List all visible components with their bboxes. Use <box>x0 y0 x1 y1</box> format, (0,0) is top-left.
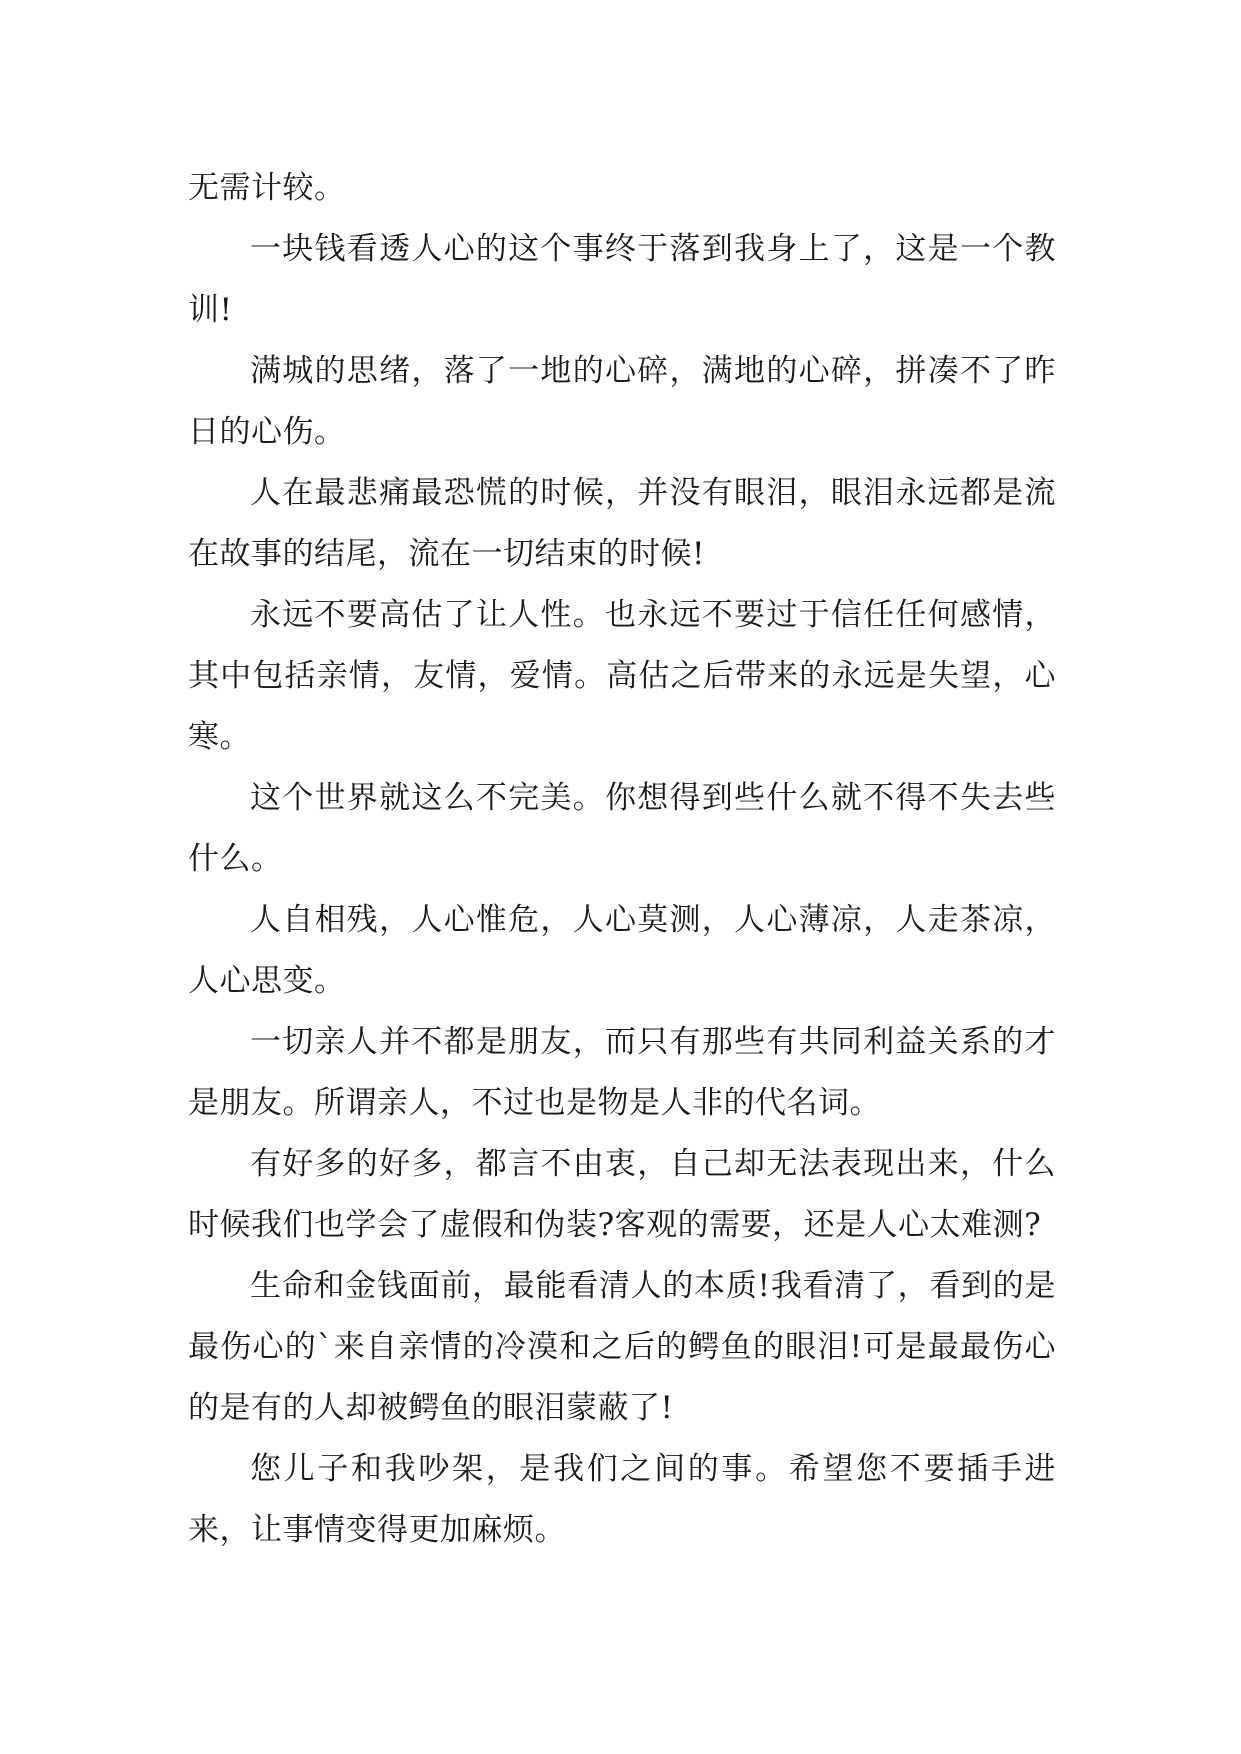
paragraph: 一块钱看透人心的这个事终于落到我身上了，这是一个教训! <box>188 231 1056 328</box>
paragraph: 生命和金钱面前，最能看清人的本质!我看清了，看到的是最伤心的`来自亲情的冷漠和之后的鳄鱼的眼泪!可是最最伤心的是有的人却被鳄鱼的眼泪蒙蔽了! <box>188 1268 1056 1426</box>
paragraph: 无需计较。 <box>188 170 346 206</box>
document-body <box>188 158 1056 1561</box>
paragraph: 永远不要高估了让人性。也永远不要过于信任任何感情，其中包括亲情，友情，爱情。高估之后带来的永远是失望，心寒。 <box>188 597 1056 755</box>
paragraph: 人在最悲痛最恐慌的时候，并没有眼泪，眼泪永远都是流在故事的结尾，流在一切结束的时候! <box>188 475 1056 572</box>
paragraph: 人自相残，人心惟危，人心莫测，人心薄凉，人走茶凉，人心思变。 <box>188 902 1056 999</box>
paragraph: 您儿子和我吵架，是我们之间的事。希望您不要插手进来，让事情变得更加麻烦。 <box>188 1451 1056 1548</box>
paragraph: 满城的思绪，落了一地的心碎，满地的心碎，拼凑不了昨日的心伤。 <box>188 353 1056 450</box>
paragraph: 一切亲人并不都是朋友，而只有那些有共同利益关系的才是朋友。所谓亲人，不过也是物是人非的代名词。 <box>188 1024 1056 1121</box>
paragraph: 这个世界就这么不完美。你想得到些什么就不得不失去些什么。 <box>188 780 1056 877</box>
paragraph: 有好多的好多，都言不由衷，自己却无法表现出来，什么时候我们也学会了虚假和伪装?客观的需要，还是人心太难测? <box>188 1146 1056 1243</box>
